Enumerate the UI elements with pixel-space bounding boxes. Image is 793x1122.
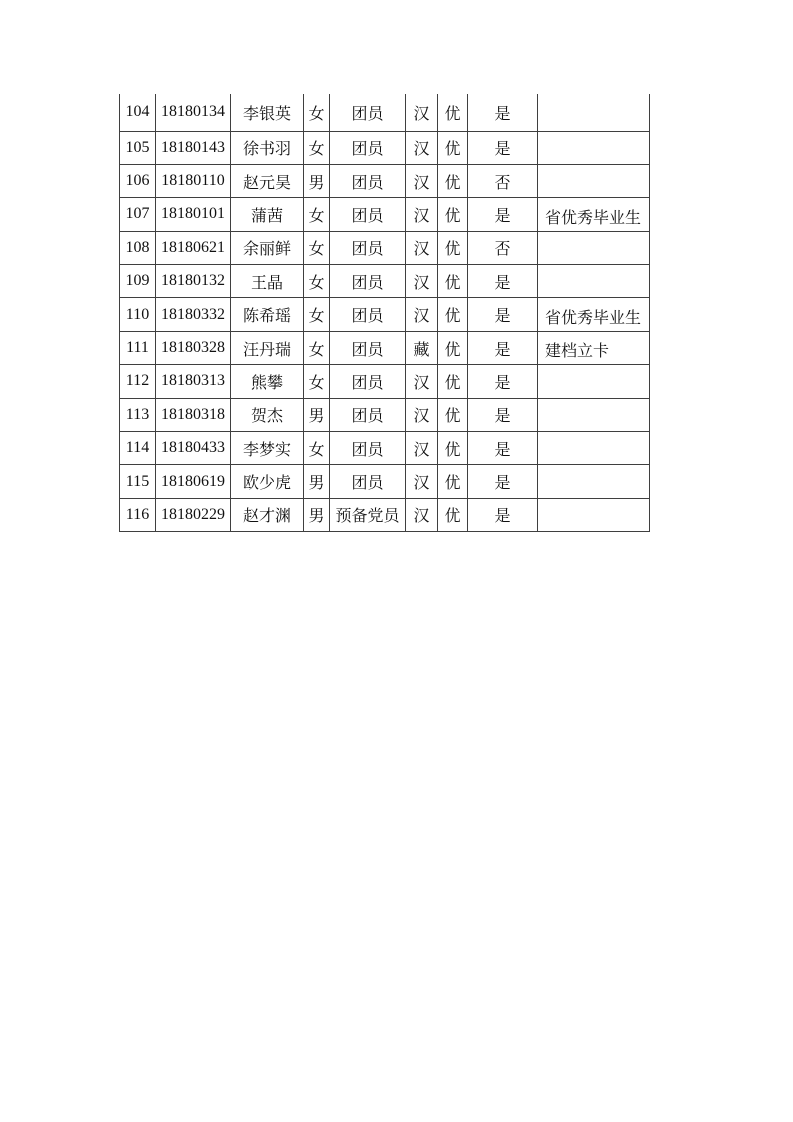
cell-remark: [538, 265, 650, 298]
cell-gender: 女: [304, 432, 330, 465]
cell-gender: 女: [304, 265, 330, 298]
cell-remark: 省优秀毕业生: [538, 298, 650, 331]
cell-political-status: 团员: [330, 265, 406, 298]
cell-index: 115: [120, 465, 156, 498]
table-row: [120, 94, 650, 131]
table-row: [120, 164, 650, 197]
cell-index: 110: [120, 298, 156, 331]
table-row: [120, 432, 650, 465]
cell-gender: 男: [304, 465, 330, 498]
cell-ethnicity: 汉: [406, 465, 438, 498]
cell-political-status: 团员: [330, 131, 406, 164]
cell-name: 王晶: [231, 265, 304, 298]
cell-grade: 优: [438, 198, 468, 231]
cell-name: 余丽鲜: [231, 231, 304, 264]
cell-name: 徐书羽: [231, 131, 304, 164]
cell-name: 贺杰: [231, 398, 304, 431]
cell-grade: 优: [438, 94, 468, 131]
cell-index: 108: [120, 231, 156, 264]
cell-ethnicity: 汉: [406, 164, 438, 197]
cell-remark: [538, 398, 650, 431]
cell-remark: [538, 131, 650, 164]
cell-ethnicity: 汉: [406, 398, 438, 431]
cell-remark: [538, 465, 650, 498]
cell-index: 105: [120, 131, 156, 164]
cell-ethnicity: 汉: [406, 131, 438, 164]
cell-gender: 女: [304, 365, 330, 398]
cell-ethnicity: 藏: [406, 331, 438, 364]
cell-political-status: 预备党员: [330, 498, 406, 531]
cell-name: 欧少虎: [231, 465, 304, 498]
cell-student-id: 18180318: [156, 398, 231, 431]
table-row: [120, 398, 650, 431]
cell-political-status: 团员: [330, 94, 406, 131]
cell-remark: [538, 94, 650, 131]
cell-name: 赵才渊: [231, 498, 304, 531]
cell-student-id: 18180619: [156, 465, 231, 498]
cell-remark: [538, 164, 650, 197]
cell-grade: 优: [438, 365, 468, 398]
cell-index: 114: [120, 432, 156, 465]
cell-grade: 优: [438, 465, 468, 498]
cell-student-id: 18180433: [156, 432, 231, 465]
cell-ethnicity: 汉: [406, 498, 438, 531]
cell-gender: 男: [304, 164, 330, 197]
table-row: [120, 265, 650, 298]
cell-ethnicity: 汉: [406, 432, 438, 465]
cell-student-id: 18180328: [156, 331, 231, 364]
table-row: [120, 331, 650, 364]
cell-index: 116: [120, 498, 156, 531]
cell-gender: 女: [304, 298, 330, 331]
table-row: [120, 498, 650, 531]
cell-gender: 女: [304, 231, 330, 264]
cell-political-status: 团员: [330, 198, 406, 231]
cell-remark: [538, 365, 650, 398]
cell-name: 陈希瑶: [231, 298, 304, 331]
cell-political-status: 团员: [330, 164, 406, 197]
cell-confirm: 是: [468, 498, 538, 531]
cell-student-id: 18180332: [156, 298, 231, 331]
cell-ethnicity: 汉: [406, 265, 438, 298]
cell-confirm: 是: [468, 365, 538, 398]
cell-student-id: 18180134: [156, 94, 231, 131]
cell-confirm: 是: [468, 94, 538, 131]
cell-grade: 优: [438, 231, 468, 264]
cell-gender: 女: [304, 331, 330, 364]
cell-confirm: 是: [468, 298, 538, 331]
cell-remark: 建档立卡: [538, 331, 650, 364]
cell-ethnicity: 汉: [406, 298, 438, 331]
table-row: [120, 298, 650, 331]
cell-student-id: 18180229: [156, 498, 231, 531]
cell-student-id: 18180101: [156, 198, 231, 231]
cell-gender: 男: [304, 498, 330, 531]
cell-student-id: 18180313: [156, 365, 231, 398]
cell-index: 109: [120, 265, 156, 298]
cell-grade: 优: [438, 265, 468, 298]
cell-ethnicity: 汉: [406, 365, 438, 398]
table-row: [120, 131, 650, 164]
cell-grade: 优: [438, 331, 468, 364]
cell-grade: 优: [438, 498, 468, 531]
cell-gender: 女: [304, 198, 330, 231]
cell-name: 赵元昊: [231, 164, 304, 197]
cell-grade: 优: [438, 164, 468, 197]
cell-student-id: 18180143: [156, 131, 231, 164]
table-row: [120, 365, 650, 398]
cell-name: 蒲茜: [231, 198, 304, 231]
cell-political-status: 团员: [330, 432, 406, 465]
cell-confirm: 否: [468, 231, 538, 264]
cell-political-status: 团员: [330, 365, 406, 398]
cell-ethnicity: 汉: [406, 94, 438, 131]
cell-grade: 优: [438, 398, 468, 431]
cell-index: 113: [120, 398, 156, 431]
cell-grade: 优: [438, 432, 468, 465]
cell-confirm: 否: [468, 164, 538, 197]
cell-political-status: 团员: [330, 465, 406, 498]
cell-gender: 男: [304, 398, 330, 431]
cell-grade: 优: [438, 131, 468, 164]
cell-confirm: 是: [468, 198, 538, 231]
cell-ethnicity: 汉: [406, 198, 438, 231]
cell-political-status: 团员: [330, 231, 406, 264]
cell-name: 汪丹瑞: [231, 331, 304, 364]
cell-political-status: 团员: [330, 398, 406, 431]
cell-confirm: 是: [468, 131, 538, 164]
cell-confirm: 是: [468, 465, 538, 498]
cell-confirm: 是: [468, 432, 538, 465]
student-roster-table: [119, 94, 650, 532]
cell-index: 112: [120, 365, 156, 398]
cell-grade: 优: [438, 298, 468, 331]
cell-name: 李梦实: [231, 432, 304, 465]
table-row: [120, 465, 650, 498]
cell-remark: 省优秀毕业生: [538, 198, 650, 231]
cell-index: 111: [120, 331, 156, 364]
cell-index: 106: [120, 164, 156, 197]
cell-gender: 女: [304, 94, 330, 131]
table-row: [120, 231, 650, 264]
cell-political-status: 团员: [330, 298, 406, 331]
cell-remark: [538, 231, 650, 264]
cell-index: 104: [120, 94, 156, 131]
cell-political-status: 团员: [330, 331, 406, 364]
cell-confirm: 是: [468, 331, 538, 364]
cell-student-id: 18180621: [156, 231, 231, 264]
table-row: [120, 198, 650, 231]
cell-student-id: 18180110: [156, 164, 231, 197]
cell-confirm: 是: [468, 398, 538, 431]
cell-student-id: 18180132: [156, 265, 231, 298]
cell-ethnicity: 汉: [406, 231, 438, 264]
cell-index: 107: [120, 198, 156, 231]
cell-name: 熊攀: [231, 365, 304, 398]
cell-confirm: 是: [468, 265, 538, 298]
cell-remark: [538, 432, 650, 465]
cell-gender: 女: [304, 131, 330, 164]
cell-name: 李银英: [231, 94, 304, 131]
cell-remark: [538, 498, 650, 531]
